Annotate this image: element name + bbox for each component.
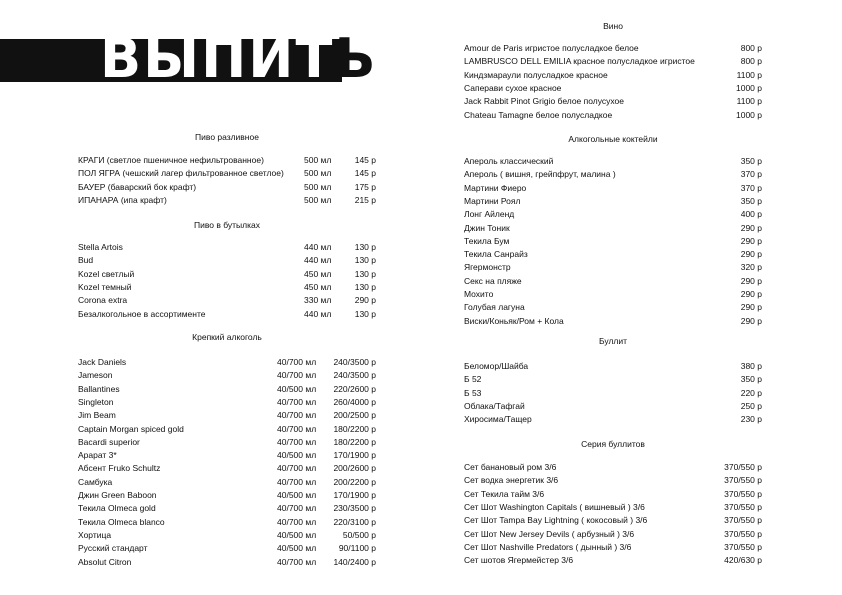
item-name: Лонг Айленд xyxy=(464,209,515,220)
item-name: Jim Beam xyxy=(78,410,116,421)
item-volume: 40/500 мл xyxy=(277,450,317,461)
item-price: 370 р xyxy=(740,182,762,193)
menu-item xyxy=(78,154,376,167)
item-name: БАУЕР (баварский бок крафт) xyxy=(78,181,197,192)
item-name: Беломор/Шайба xyxy=(464,361,529,371)
item-name: Абсент Fruko Schultz xyxy=(78,463,161,474)
item-price: 420/630 р xyxy=(724,555,762,566)
item-volume: 500 мл xyxy=(304,155,332,165)
item-price: 370/550 р xyxy=(724,488,762,499)
item-name: Jack Rabbit Pinot Grigio белое полусухое xyxy=(464,96,624,107)
item-name: Ягермонстр xyxy=(464,262,511,273)
menu-item xyxy=(464,501,762,514)
item-name: Kozel темный xyxy=(78,281,132,292)
item-price: 200/2600 р xyxy=(333,463,376,474)
menu-item xyxy=(78,396,376,409)
item-name: Bud xyxy=(78,255,94,266)
item-volume: 500 мл xyxy=(304,168,332,179)
item-price: 800 р xyxy=(740,43,762,53)
item-name: ИПАНАРА (ипа крафт) xyxy=(78,194,167,205)
item-name: Singleton xyxy=(78,396,114,407)
item-volume: 40/700 мл xyxy=(277,423,317,434)
item-volume: 500 мл xyxy=(304,194,332,205)
item-price: 290 р xyxy=(740,302,762,313)
item-price: 350 р xyxy=(740,374,762,385)
item-price: 220/2600 р xyxy=(333,383,376,394)
item-name: Б 53 xyxy=(464,387,482,398)
item-name: Jack Daniels xyxy=(78,357,127,367)
item-price: 370/550 р xyxy=(724,462,762,472)
item-name: Absolut Citron xyxy=(78,556,132,567)
item-price: 800 р xyxy=(740,56,762,67)
item-price: 290 р xyxy=(740,249,762,260)
menu-item xyxy=(464,195,762,208)
item-price: 350 р xyxy=(740,195,762,206)
item-name: Апероль классический xyxy=(464,156,554,166)
section-title-cocktails: Алкогольные коктейли xyxy=(568,134,658,144)
menu-item xyxy=(464,514,762,527)
item-name: Stella Artois xyxy=(78,242,123,252)
item-name: ПОЛ ЯГРА (чешский лагер фильтрованное светлое) xyxy=(78,168,284,179)
item-price: 1100 р xyxy=(736,69,762,80)
menu-item xyxy=(464,400,762,413)
menu-item xyxy=(464,275,762,288)
item-name: Corona extra xyxy=(78,295,128,306)
item-volume: 440 мл xyxy=(304,242,332,252)
item-price: 130 р xyxy=(354,308,376,319)
item-volume: 40/700 мл xyxy=(277,410,317,421)
menu-item xyxy=(464,95,762,108)
menu-item xyxy=(464,315,762,328)
item-name: Голубая лагуна xyxy=(464,302,525,313)
item-price: 170/1900 р xyxy=(333,450,376,461)
item-volume: 40/500 мл xyxy=(277,529,317,540)
item-price: 215 р xyxy=(354,194,376,205)
menu-item xyxy=(464,222,762,235)
item-name: Текила Санрайз xyxy=(464,249,528,260)
item-price: 140/2400 р xyxy=(333,556,376,567)
item-price: 370/550 р xyxy=(724,541,762,552)
menu-item xyxy=(464,413,762,426)
item-price: 145 р xyxy=(354,155,376,165)
item-price: 240/3500 р xyxy=(333,370,376,381)
item-price: 320 р xyxy=(740,262,762,273)
item-name: Amour de Paris игристое полусладкое белое xyxy=(464,43,639,53)
item-price: 200/2200 р xyxy=(333,476,376,487)
item-price: 180/2200 р xyxy=(333,436,376,447)
menu-item xyxy=(464,461,762,474)
menu-item xyxy=(464,42,762,55)
item-name: Сет Шот Tampa Bay Lightning ( кокосовый ) 3/6 xyxy=(464,515,648,526)
item-price: 290 р xyxy=(740,222,762,233)
menu-item xyxy=(464,541,762,554)
item-name: Киндзмараули полусладкое красное xyxy=(464,69,608,80)
menu-item xyxy=(78,268,376,281)
menu-item xyxy=(464,55,762,68)
item-volume: 330 мл xyxy=(304,295,332,306)
item-name: Сет Шот Nashville Predators ( дынный ) 3/6 xyxy=(464,541,632,552)
section-title-bottled-beer: Пиво в бутылках xyxy=(193,220,261,230)
item-name: Kozel светлый xyxy=(78,268,135,279)
section-title-shots: Буллит xyxy=(598,336,627,346)
item-name: Русский стандарт xyxy=(78,543,148,554)
item-name: Сет водка энергетик 3/6 xyxy=(464,475,559,486)
item-name: Саперави сухое красное xyxy=(464,82,562,93)
item-price: 290 р xyxy=(740,289,762,299)
section-title-draft-beer: Пиво разливное xyxy=(195,132,259,142)
section-title-strong-alcohol: Крепкий алкоголь xyxy=(192,332,262,342)
item-volume: 40/700 мл xyxy=(277,556,317,567)
menu-item xyxy=(464,528,762,541)
item-volume: 40/700 мл xyxy=(277,476,317,487)
menu-item xyxy=(464,360,762,373)
item-price: 130 р xyxy=(354,281,376,292)
item-volume: 40/500 мл xyxy=(277,383,317,394)
menu-item xyxy=(78,194,376,207)
menu-item xyxy=(78,281,376,294)
item-name: Мартини Фиеро xyxy=(464,182,527,193)
item-name: Хортица xyxy=(78,529,112,540)
menu-item xyxy=(78,449,376,462)
item-price: 200/2500 р xyxy=(333,410,376,421)
item-price: 370/550 р xyxy=(724,515,762,526)
item-price: 350 р xyxy=(740,156,762,166)
item-price: 1100 р xyxy=(736,96,762,107)
item-name: Б 52 xyxy=(464,374,482,385)
item-price: 290 р xyxy=(740,315,762,326)
item-volume: 40/700 мл xyxy=(277,436,317,447)
item-volume: 40/700 мл xyxy=(277,396,317,407)
item-price: 290 р xyxy=(740,235,762,246)
menu-item xyxy=(464,182,762,195)
item-price: 380 р xyxy=(740,361,762,371)
menu-item xyxy=(78,167,376,180)
item-volume: 440 мл xyxy=(304,255,332,266)
menu-item xyxy=(78,241,376,254)
item-price: 250 р xyxy=(740,400,762,411)
item-price: 1000 р xyxy=(736,109,762,120)
item-name: LAMBRUSCO DELL EMILIA красное полусладкое игристое xyxy=(464,56,695,67)
section-title-wine: Вино xyxy=(603,21,623,31)
item-price: 370/550 р xyxy=(724,528,762,539)
menu-item xyxy=(464,155,762,168)
item-price: 220/3100 р xyxy=(333,516,376,527)
item-volume: 40/700 мл xyxy=(277,370,317,381)
menu-item xyxy=(464,288,762,301)
item-name: Мартини Роял xyxy=(464,195,521,206)
item-name: Хиросима/Тащер xyxy=(464,414,532,425)
menu-item xyxy=(78,254,376,267)
item-price: 230 р xyxy=(740,414,762,425)
item-price: 145 р xyxy=(354,168,376,179)
item-name: Секс на пляже xyxy=(464,275,522,286)
item-name: Самбука xyxy=(78,476,113,487)
item-name: Сет Шот New Jersey Devils ( арбузный ) 3/6 xyxy=(464,528,635,539)
section-title-shot-sets: Серия буллитов xyxy=(581,439,645,449)
item-name: Мохито xyxy=(464,289,494,299)
item-volume: 40/700 мл xyxy=(277,516,317,527)
item-price: 370/550 р xyxy=(724,475,762,486)
item-price: 130 р xyxy=(354,242,376,252)
item-volume: 40/700 мл xyxy=(277,503,317,514)
item-volume: 40/500 мл xyxy=(277,490,317,500)
item-volume: 440 мл xyxy=(304,308,332,319)
item-price: 290 р xyxy=(740,275,762,286)
menu-item xyxy=(78,436,376,449)
page-title: ВЫПИТЬ xyxy=(100,27,378,90)
menu-item xyxy=(78,294,376,307)
item-name: Сет Текила тайм 3/6 xyxy=(464,488,545,499)
item-price: 130 р xyxy=(354,268,376,279)
menu-item xyxy=(464,208,762,221)
item-name: Jameson xyxy=(78,370,113,381)
menu-item xyxy=(464,109,762,122)
menu-item xyxy=(78,308,376,321)
item-volume: 40/700 мл xyxy=(277,463,317,474)
item-volume: 500 мл xyxy=(304,181,332,192)
item-name: Апероль ( вишня, грейпфрут, малина ) xyxy=(464,169,616,180)
menu-item xyxy=(78,516,376,529)
item-price: 290 р xyxy=(354,295,376,306)
item-price: 90/1100 р xyxy=(338,543,376,554)
item-volume: 40/500 мл xyxy=(277,543,317,554)
menu-item xyxy=(78,356,376,369)
menu-item xyxy=(78,369,376,382)
item-name: Арарат 3* xyxy=(78,450,117,461)
menu-item xyxy=(464,554,762,567)
item-name: Captain Morgan spiced gold xyxy=(78,423,184,434)
menu-item xyxy=(78,383,376,396)
item-price: 1000 р xyxy=(736,82,762,93)
menu-item xyxy=(464,235,762,248)
item-price: 50/500 р xyxy=(342,529,376,540)
item-name: Безалкогольное в ассортименте xyxy=(78,308,206,319)
menu-item xyxy=(78,462,376,475)
menu-item xyxy=(78,409,376,422)
item-price: 180/2200 р xyxy=(333,423,376,434)
item-name: Сет Шот Washington Capitals ( вишневый ) 3/6 xyxy=(464,501,645,512)
item-name: Джин Тоник xyxy=(464,222,510,233)
item-volume: 40/700 мл xyxy=(277,357,317,367)
item-price: 260/4000 р xyxy=(333,396,376,407)
menu-item xyxy=(464,488,762,501)
menu-item xyxy=(78,556,376,569)
item-price: 175 р xyxy=(354,181,376,192)
item-price: 400 р xyxy=(740,209,762,220)
item-name: Облака/Тафгай xyxy=(464,400,525,411)
item-price: 220 р xyxy=(740,387,762,398)
menu-item xyxy=(464,261,762,274)
item-name: Bacardi superior xyxy=(78,436,140,447)
menu-item xyxy=(464,82,762,95)
item-price: 370 р xyxy=(740,169,762,180)
item-price: 230/3500 р xyxy=(333,503,376,514)
item-price: 170/1900 р xyxy=(333,490,376,500)
menu-item xyxy=(78,476,376,489)
item-name: Ballantines xyxy=(78,383,120,394)
menu-item xyxy=(464,248,762,261)
item-name: Текила Бум xyxy=(464,235,510,246)
menu-item xyxy=(78,542,376,555)
item-name: Текила Olmeca blanco xyxy=(78,516,165,527)
item-name: Chateau Tamagne белое полусладкое xyxy=(464,109,613,120)
menu-item xyxy=(464,474,762,487)
item-name: Виски/Коньяк/Ром + Кола xyxy=(464,315,564,326)
menu-item xyxy=(78,489,376,502)
menu-item xyxy=(464,168,762,181)
item-price: 130 р xyxy=(354,255,376,266)
item-name: КРАГИ (светлое пшеничное нефильтрованное) xyxy=(78,155,264,165)
menu-item xyxy=(464,69,762,82)
item-name: Сет шотов Ягермейстер 3/6 xyxy=(464,555,574,566)
menu-item xyxy=(78,502,376,515)
item-volume: 450 мл xyxy=(304,268,332,279)
item-volume: 450 мл xyxy=(304,281,332,292)
menu-item xyxy=(464,373,762,386)
menu-item xyxy=(78,423,376,436)
menu-item xyxy=(78,529,376,542)
item-name: Джин Green Baboon xyxy=(78,490,157,500)
item-name: Сет банановый ром 3/6 xyxy=(464,462,557,472)
item-price: 240/3500 р xyxy=(333,357,376,367)
menu-item xyxy=(464,301,762,314)
item-name: Текила Olmeca gold xyxy=(78,503,156,514)
item-price: 370/550 р xyxy=(724,501,762,512)
menu-item xyxy=(78,181,376,194)
menu-item xyxy=(464,387,762,400)
